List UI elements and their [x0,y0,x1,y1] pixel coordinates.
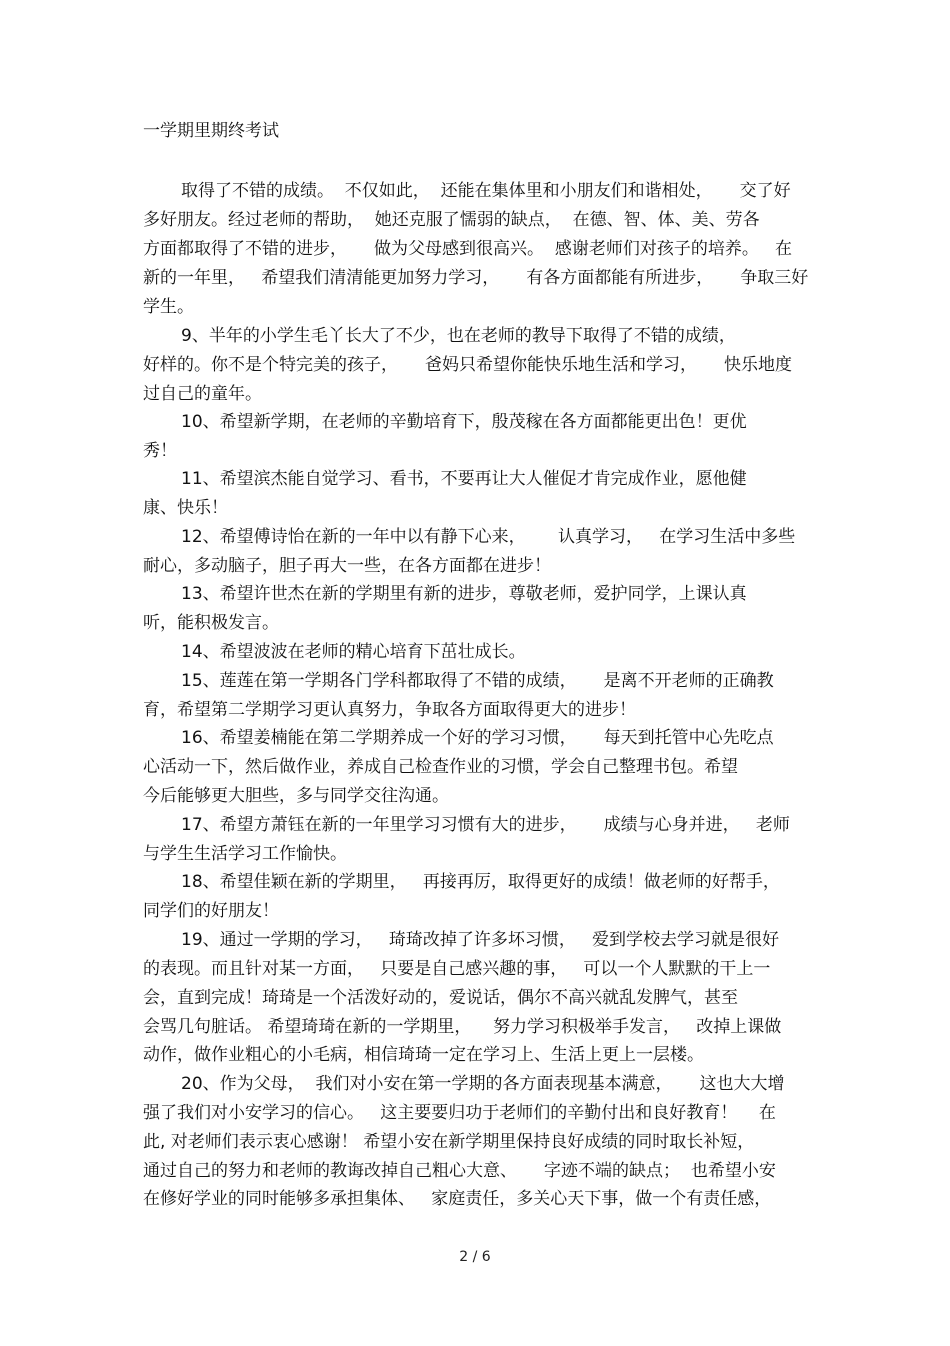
text-line: 听，能积极发言。 [143,613,279,633]
text-line: 会，直到完成！琦琦是一个活泼好动的，爱说话，偶尔不高兴就乱发脾气，甚至 [143,988,738,1008]
text-line: 此, 对老师们表示衷心感谢！ 希望小安在新学期里保持良好成绩的同时取长补短， [143,1132,755,1152]
page-heading: 一学期里期终考试 [143,121,279,141]
text-line: 取得了不错的成绩。 不仅如此， 还能在集体里和小朋友们和谐相处， 交了好 [181,181,791,201]
text-line: 16、希望姜楠能在第二学期养成一个好的学习习惯， 每天到托管中心先吃点 [181,728,774,748]
text-line: 育，希望第二学期学习更认真努力，争取各方面取得更大的进步！ [143,700,636,720]
text-line: 多好朋友。经过老师的帮助， 她还克服了懦弱的缺点， 在德、智、体、美、劳各 [143,210,760,230]
text-line: 9、半年的小学生毛丫长大了不少，也在老师的教导下取得了不错的成绩， [181,326,736,346]
text-line: 19、通过一学期的学习， 琦琦改掉了许多坏习惯， 爱到学校去学习就是很好 [181,930,780,950]
text-line: 10、希望新学期，在老师的辛勤培育下，殷茂稼在各方面都能更出色！更优 [181,412,747,432]
text-line: 方面都取得了不错的进步， 做为父母感到很高兴。 感谢老师们对孩子的培养。 在 [143,239,793,259]
text-line: 会骂几句脏话。 希望琦琦在新的一学期里， 努力学习积极举手发言， 改掉上课做 [143,1017,782,1037]
text-line: 在修好学业的同时能够多承担集体、 家庭责任，多关心天下事，做一个有责任感， [143,1189,772,1209]
text-line: 与学生生活学习工作愉快。 [143,844,347,864]
text-line: 今后能够更大胆些，多与同学交往沟通。 [143,786,449,806]
text-line: 的表现。而且针对某一方面， 只要是自己感兴趣的事， 可以一个人默默的干上一 [143,959,771,979]
text-line: 过自己的童年。 [143,384,262,404]
text-line: 心活动一下，然后做作业，养成自己检查作业的习惯，学会自己整理书包。希望 [143,757,738,777]
text-line: 耐心，多动脑子，胆子再大一些，在各方面都在进步！ [143,556,551,576]
text-line: 15、莲莲在第一学期各门学科都取得了不错的成绩， 是离不开老师的正确教 [181,671,774,691]
text-line: 强了我们对小安学习的信心。 这主要要归功于老师们的辛勤付出和良好教育！ 在 [143,1103,776,1123]
text-line: 20、作为父母， 我们对小安在第一学期的各方面表现基本满意， 这也大大增 [181,1074,785,1094]
text-line: 新的一年里， 希望我们清清能更加努力学习， 有各方面都能有所进步， 争取三好 [143,268,809,288]
text-line: 12、希望傅诗怡在新的一年中以有静下心来， 认真学习， 在学习生活中多些 [181,527,796,547]
page-number: 2 / 6 [459,1249,491,1265]
text-line: 秀！ [143,441,177,461]
text-line: 11、希望滨杰能自觉学习、看书，不要再让大人催促才肯完成作业，愿他健 [181,469,747,489]
text-line: 好样的。你不是个特完美的孩子， 爸妈只希望你能快乐地生活和学习， 快乐地度 [143,355,793,375]
text-line: 13、希望许世杰在新的学期里有新的进步，尊敬老师，爱护同学，上课认真 [181,584,747,604]
text-line: 18、希望佳颖在新的学期里， 再接再厉，取得更好的成绩！做老师的好帮手， [181,872,780,892]
text-line: 同学们的好朋友！ [143,901,279,921]
text-line: 17、希望方萧钰在新的一年里学习习惯有大的进步， 成绩与心身并进， 老师 [181,815,790,835]
text-line: 学生。 [143,297,194,317]
text-line: 通过自己的努力和老师的教诲改掉自己粗心大意、 字迹不端的缺点； 也希望小安 [143,1161,776,1181]
text-line: 康、快乐！ [143,498,228,518]
text-line: 14、希望波波在老师的精心培育下茁壮成长。 [181,642,526,662]
text-line: 动作，做作业粗心的小毛病，相信琦琦一定在学习上、生活上更上一层楼。 [143,1045,704,1065]
